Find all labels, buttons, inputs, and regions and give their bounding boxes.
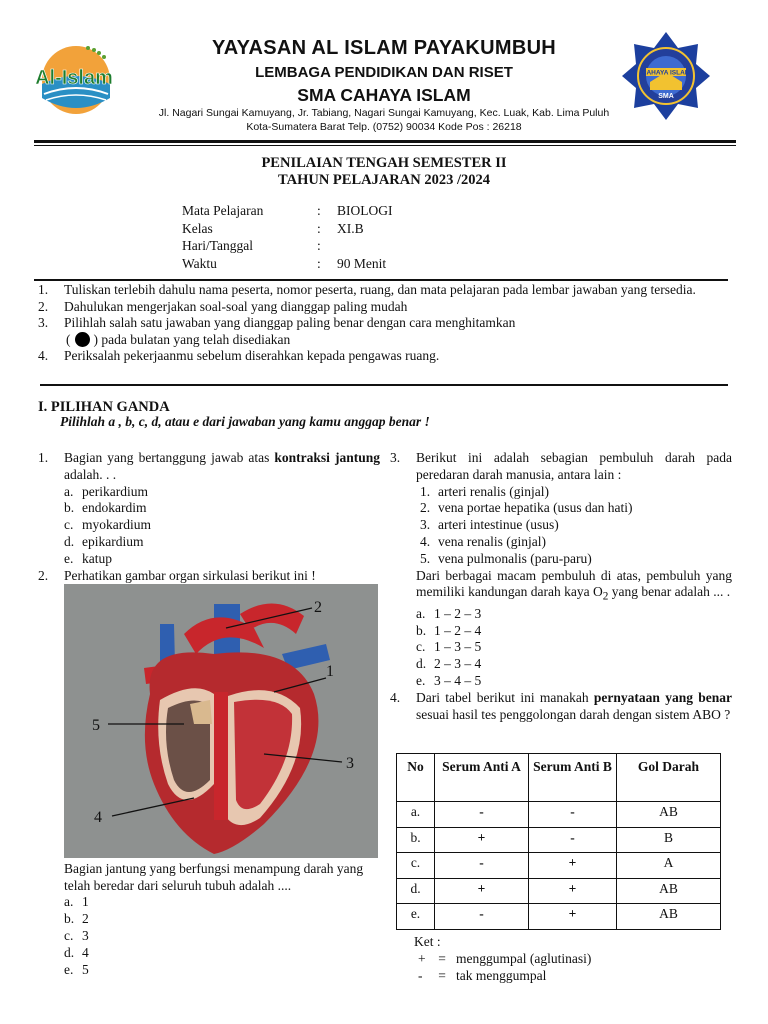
list-item: 2. vena portae hepatika (usus dan hati) <box>420 500 633 516</box>
instruction-item: 3. Pilihlah salah satu jawaban yang dianggap paling benar dengan cara menghitamkan <box>38 315 516 330</box>
divider <box>40 384 728 386</box>
right-column <box>390 450 732 723</box>
option[interactable]: a. 1 <box>64 894 89 909</box>
svg-text:Al-Islam: Al-Islam <box>35 67 113 89</box>
address-line-1: Jl. Nagari Sungai Kamuyang, Jr. Tabiang, Nagari Sungai Kamuyang, Kec. Luak, Kab. Lima Puluh <box>158 107 610 119</box>
info-row: Hari/Tanggal : <box>182 238 321 253</box>
option[interactable]: a. perikardium <box>64 483 148 499</box>
table-row: e. - + AB <box>397 904 721 930</box>
divider <box>34 279 728 281</box>
legend-item: + = menggumpal (aglutinasi) <box>418 951 592 966</box>
table-header-row: No Serum Anti A Serum Anti B Gol Darah <box>397 754 721 802</box>
list-item: 4. vena renalis (ginjal) <box>420 533 546 549</box>
svg-text:CAHAYA ISLAM: CAHAYA ISLAM <box>641 69 691 77</box>
school-name: SMA CAHAYA ISLAM <box>297 85 471 105</box>
label-4: 4 <box>94 809 102 826</box>
option[interactable]: c. myokardium <box>64 517 151 533</box>
option[interactable]: e. 5 <box>64 962 89 977</box>
exam-title: PENILAIAN TENGAH SEMESTER II <box>261 155 507 171</box>
cahaya-islam-logo <box>620 30 712 122</box>
question-3: 3. Berikut ini adalah sebagian pembuluh darah pada peredaran darah manusia, antara lain : <box>390 450 732 482</box>
option[interactable]: b. 1 – 2 – 4 <box>416 622 482 638</box>
header-rule-thin <box>34 145 736 146</box>
list-item: 3. arteri intestinue (usus) <box>420 517 559 533</box>
heart-illustration <box>64 584 378 858</box>
option[interactable]: d. epikardium <box>64 533 144 549</box>
option[interactable]: e. 3 – 4 – 5 <box>416 673 482 689</box>
exam-info <box>182 203 562 273</box>
filled-circle-icon <box>75 332 90 347</box>
instruction-item: 4. Periksalah pekerjaanmu sebelum diserahkan kepada pengawas ruang. <box>38 348 440 363</box>
exam-year: TAHUN PELAJARAN 2023 /2024 <box>278 172 490 188</box>
option[interactable]: c. 3 <box>64 928 89 943</box>
question-4: 4. Dari tabel berikut ini manakah pernyataan yang benar sesuai hasil tes penggolongan darah dengan sistem ABO ? <box>390 689 732 722</box>
table-legend: Ket : + = menggumpal (aglutinasi) - = tak menggumpal <box>414 934 592 983</box>
legend-item: - = tak menggumpal <box>418 968 547 983</box>
question-2: 2. Perhatikan gambar organ sirkulasi berikut ini ! <box>38 567 316 583</box>
address-line-2: Kota-Sumatera Barat Telp. (0752) 90034 Kode Pos : 26218 <box>246 121 522 133</box>
label-2: 2 <box>314 599 322 616</box>
heart-diagram <box>64 584 378 858</box>
option[interactable]: d. 4 <box>64 945 89 960</box>
question-1: 1. Bagian yang bertanggung jawab atas kontraksi jantung adalah. . . <box>38 450 380 482</box>
table-row: d. + + AB <box>397 878 721 904</box>
list-item: 1. arteri renalis (ginjal) <box>420 483 549 499</box>
instruction-item: ( ) pada bulatan yang telah disediakan <box>66 331 291 347</box>
letterhead <box>0 0 768 148</box>
foundation-name: YAYASAN AL ISLAM PAYAKUMBUH <box>211 37 557 59</box>
label-5: 5 <box>92 717 100 734</box>
question-3-stem: Dari berbagai macam pembuluh di atas, pembuluh yang memiliki kandungan darah kaya $O_2$ yang benar adalah ... . <box>416 567 732 604</box>
section-title: I. PILIHAN GANDA <box>38 399 170 415</box>
institute-name: LEMBAGA PENDIDIKAN DAN RISET <box>255 64 513 81</box>
instruction-item: 2. Dahulukan mengerjakan soal-soal yang dianggap paling mudah <box>38 298 408 314</box>
option[interactable]: e. katup <box>64 550 112 566</box>
option[interactable]: b. endokardim <box>64 500 147 516</box>
svg-text:SMA: SMA <box>658 93 674 100</box>
info-row: Kelas : XI.B <box>182 220 364 236</box>
table-row: c. - + A <box>397 853 721 879</box>
label-3: 3 <box>346 755 354 772</box>
label-1: 1 <box>326 663 334 680</box>
question-2-stem: Bagian jantung yang berfungsi menampung darah yang telah beredar dari seluruh tubuh adalah .... <box>64 861 364 893</box>
option[interactable]: b. 2 <box>64 911 89 926</box>
list-item: 5. vena pulmonalis (paru-paru) <box>420 550 592 566</box>
abo-table <box>396 753 721 930</box>
option[interactable]: c. 1 – 3 – 5 <box>416 639 482 655</box>
table-row: a. - - AB <box>397 802 721 828</box>
left-column <box>38 450 380 584</box>
option[interactable]: a. 1 – 2 – 3 <box>416 605 482 621</box>
instructions-list <box>38 282 732 365</box>
table-row: b. + - B <box>397 827 721 853</box>
al-islam-logo <box>28 38 120 118</box>
header-rule-thick <box>34 140 736 143</box>
option[interactable]: d. 2 – 3 – 4 <box>416 656 482 672</box>
info-row: Waktu : 90 Menit <box>182 255 387 271</box>
question-2-options <box>38 893 89 978</box>
instruction-item: 1. Tuliskan terlebih dahulu nama peserta, nomor peserta, ruang, dan mata pelajaran pada lembar jawaban yang tersedia. <box>38 282 696 297</box>
info-row: Mata Pelajaran : BIOLOGI <box>182 203 393 218</box>
section-instruction: Pilihlah a , b, c, d, atau e dari jawaban yang kamu anggap benar ! <box>60 414 430 429</box>
